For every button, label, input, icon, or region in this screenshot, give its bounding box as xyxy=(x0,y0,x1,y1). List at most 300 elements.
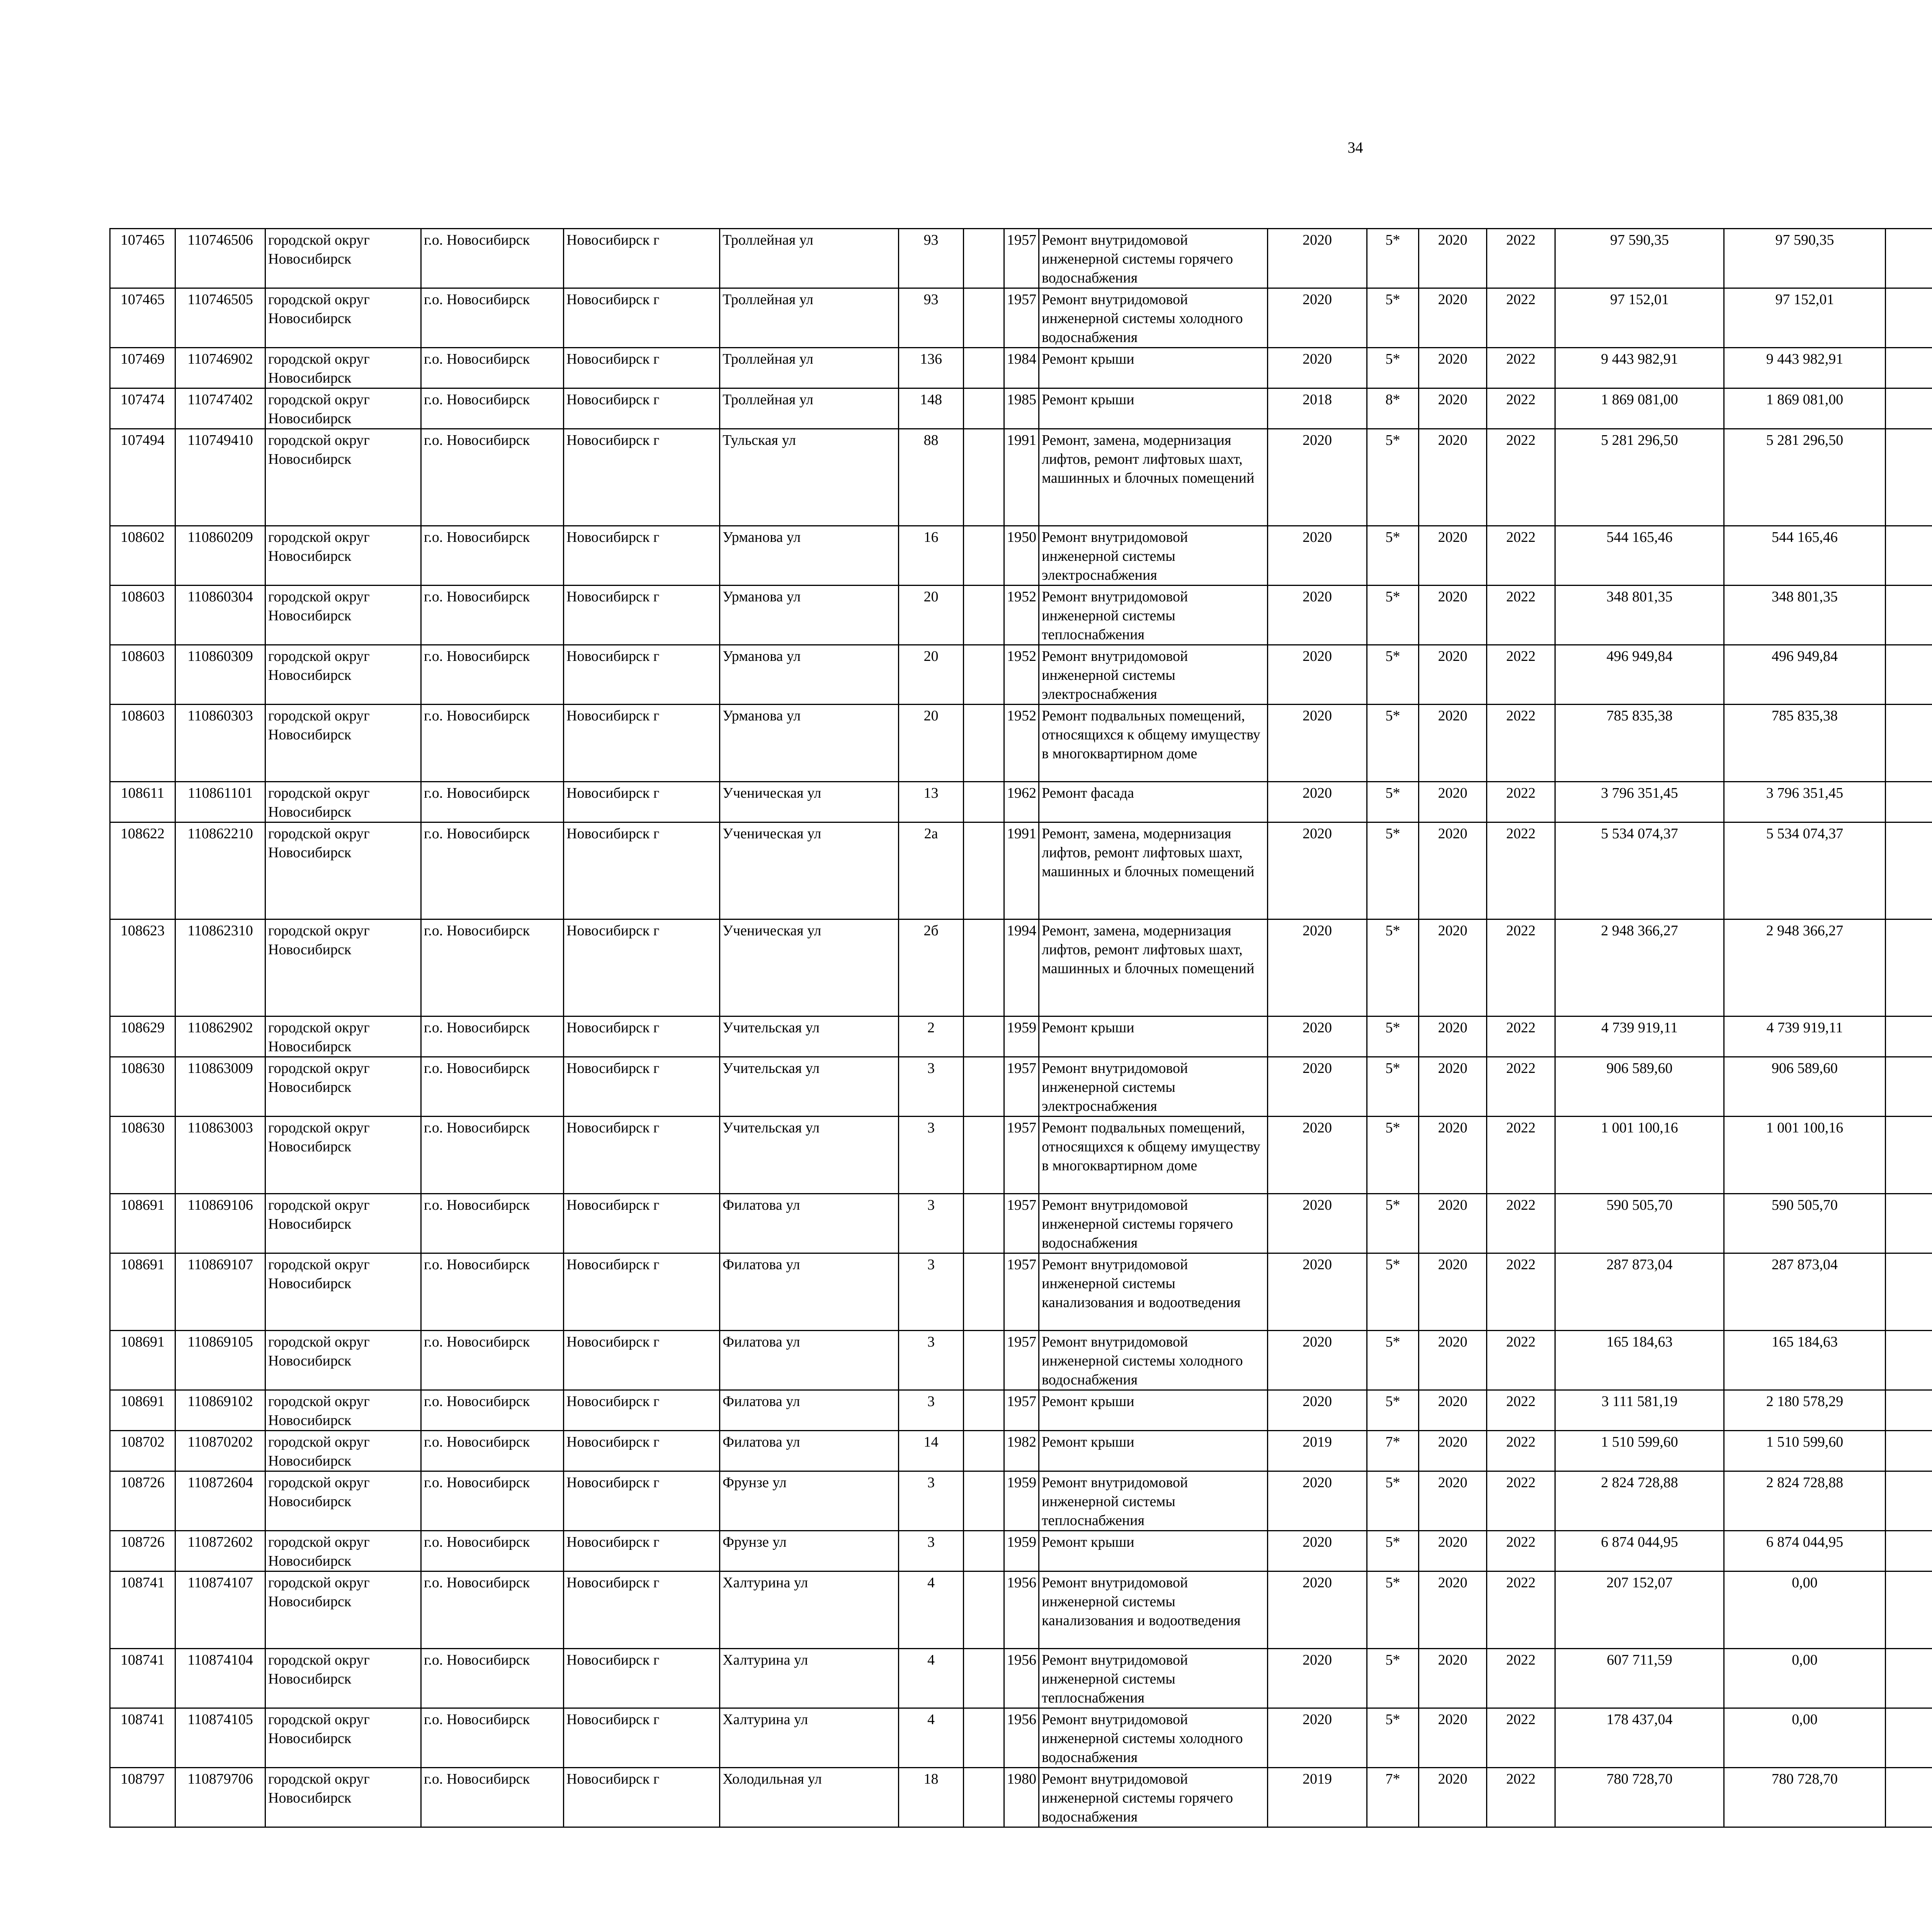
cost-total-cell: 165 184,63 xyxy=(1555,1331,1724,1390)
table-row xyxy=(110,1194,1932,1253)
planned-year-cell: 2019 xyxy=(1268,1431,1367,1471)
year-built-cell: 1959 xyxy=(1004,1531,1039,1571)
blank-cell xyxy=(964,919,1004,1016)
street-cell: Учительская ул xyxy=(720,1117,899,1194)
blank-cell xyxy=(964,822,1004,919)
category-cell: 5* xyxy=(1367,288,1419,348)
amount-cell-1 xyxy=(1886,429,1932,526)
category-cell: 5* xyxy=(1367,348,1419,388)
start-year-cell: 2020 xyxy=(1419,782,1487,822)
district-cell: городской округ Новосибирск xyxy=(265,229,421,288)
municipality-cell: г.о. Новосибирск xyxy=(421,429,564,526)
table-row xyxy=(110,1768,1932,1827)
end-year-cell: 2022 xyxy=(1487,526,1555,586)
cost-total-cell: 2 948 366,27 xyxy=(1555,919,1724,1016)
amount-cell-1 xyxy=(1886,1471,1932,1531)
category-cell: 5* xyxy=(1367,1471,1419,1531)
object-id-cell: 108603 xyxy=(110,586,175,645)
planned-year-cell: 2020 xyxy=(1268,1194,1367,1253)
end-year-cell: 2022 xyxy=(1487,1431,1555,1471)
district-cell: городской округ Новосибирск xyxy=(265,645,421,705)
end-year-cell: 2022 xyxy=(1487,1768,1555,1827)
house-number-cell: 88 xyxy=(899,429,964,526)
street-cell: Троллейная ул xyxy=(720,288,899,348)
amount-cell-1 xyxy=(1886,586,1932,645)
cost-total-cell: 4 739 919,11 xyxy=(1555,1016,1724,1057)
locality-cell: Новосибирск г xyxy=(564,348,720,388)
blank-cell xyxy=(964,388,1004,429)
start-year-cell: 2020 xyxy=(1419,1253,1487,1331)
start-year-cell: 2020 xyxy=(1419,919,1487,1016)
planned-year-cell: 2020 xyxy=(1268,229,1367,288)
street-cell: Урманова ул xyxy=(720,526,899,586)
work-code-cell: 110869106 xyxy=(175,1194,265,1253)
cost-total-cell: 287 873,04 xyxy=(1555,1253,1724,1331)
street-cell: Холодильная ул xyxy=(720,1768,899,1827)
object-id-cell: 108691 xyxy=(110,1390,175,1431)
house-number-cell: 2а xyxy=(899,822,964,919)
municipality-cell: г.о. Новосибирск xyxy=(421,782,564,822)
street-cell: Фрунзе ул xyxy=(720,1471,899,1531)
district-cell: городской округ Новосибирск xyxy=(265,388,421,429)
planned-year-cell: 2020 xyxy=(1268,1057,1367,1117)
cost-fund-cell: 3 796 351,45 xyxy=(1724,782,1886,822)
blank-cell xyxy=(964,586,1004,645)
capital-repair-table xyxy=(109,228,1932,1828)
blank-cell xyxy=(964,1016,1004,1057)
locality-cell: Новосибирск г xyxy=(564,526,720,586)
end-year-cell: 2022 xyxy=(1487,1571,1555,1649)
municipality-cell: г.о. Новосибирск xyxy=(421,1571,564,1649)
planned-year-cell: 2020 xyxy=(1268,1708,1367,1768)
house-number-cell: 20 xyxy=(899,705,964,782)
work-code-cell: 110747402 xyxy=(175,388,265,429)
blank-cell xyxy=(964,1117,1004,1194)
street-cell: Халтурина ул xyxy=(720,1571,899,1649)
street-cell: Фрунзе ул xyxy=(720,1531,899,1571)
cost-total-cell: 590 505,70 xyxy=(1555,1194,1724,1253)
cost-total-cell: 178 437,04 xyxy=(1555,1708,1724,1768)
cost-total-cell: 780 728,70 xyxy=(1555,1768,1724,1827)
planned-year-cell: 2020 xyxy=(1268,1649,1367,1708)
cost-fund-cell: 544 165,46 xyxy=(1724,526,1886,586)
amount-cell-1 xyxy=(1886,1649,1932,1708)
street-cell: Ученическая ул xyxy=(720,919,899,1016)
cost-fund-cell: 785 835,38 xyxy=(1724,705,1886,782)
planned-year-cell: 2020 xyxy=(1268,288,1367,348)
locality-cell: Новосибирск г xyxy=(564,429,720,526)
end-year-cell: 2022 xyxy=(1487,1649,1555,1708)
work-code-cell: 110869105 xyxy=(175,1331,265,1390)
start-year-cell: 2020 xyxy=(1419,1708,1487,1768)
start-year-cell: 2020 xyxy=(1419,1117,1487,1194)
start-year-cell: 2020 xyxy=(1419,822,1487,919)
street-cell: Ученическая ул xyxy=(720,822,899,919)
municipality-cell: г.о. Новосибирск xyxy=(421,388,564,429)
end-year-cell: 2022 xyxy=(1487,288,1555,348)
year-built-cell: 1962 xyxy=(1004,782,1039,822)
locality-cell: Новосибирск г xyxy=(564,782,720,822)
object-id-cell: 108623 xyxy=(110,919,175,1016)
end-year-cell: 2022 xyxy=(1487,1117,1555,1194)
locality-cell: Новосибирск г xyxy=(564,1194,720,1253)
object-id-cell: 107465 xyxy=(110,229,175,288)
blank-cell xyxy=(964,1431,1004,1471)
work-type-cell: Ремонт внутридомовой инженерной системы теплоснабжения xyxy=(1039,586,1268,645)
year-built-cell: 1994 xyxy=(1004,919,1039,1016)
table-row xyxy=(110,1431,1932,1471)
municipality-cell: г.о. Новосибирск xyxy=(421,229,564,288)
planned-year-cell: 2020 xyxy=(1268,782,1367,822)
start-year-cell: 2020 xyxy=(1419,1331,1487,1390)
municipality-cell: г.о. Новосибирск xyxy=(421,1016,564,1057)
table-row xyxy=(110,645,1932,705)
locality-cell: Новосибирск г xyxy=(564,1471,720,1531)
street-cell: Учительская ул xyxy=(720,1016,899,1057)
house-number-cell: 13 xyxy=(899,782,964,822)
object-id-cell: 108797 xyxy=(110,1768,175,1827)
table-row xyxy=(110,1708,1932,1768)
amount-cell-1 xyxy=(1886,388,1932,429)
category-cell: 5* xyxy=(1367,1057,1419,1117)
blank-cell xyxy=(964,348,1004,388)
work-type-cell: Ремонт крыши xyxy=(1039,388,1268,429)
start-year-cell: 2020 xyxy=(1419,1194,1487,1253)
object-id-cell: 108603 xyxy=(110,705,175,782)
cost-total-cell: 2 824 728,88 xyxy=(1555,1471,1724,1531)
cost-total-cell: 97 590,35 xyxy=(1555,229,1724,288)
table-row xyxy=(110,1649,1932,1708)
municipality-cell: г.о. Новосибирск xyxy=(421,822,564,919)
house-number-cell: 3 xyxy=(899,1117,964,1194)
amount-cell-1 xyxy=(1886,1431,1932,1471)
work-type-cell: Ремонт внутридомовой инженерной системы холодного водоснабжения xyxy=(1039,1708,1268,1768)
start-year-cell: 2020 xyxy=(1419,1431,1487,1471)
amount-cell-1 xyxy=(1886,645,1932,705)
year-built-cell: 1984 xyxy=(1004,348,1039,388)
district-cell: городской округ Новосибирск xyxy=(265,1253,421,1331)
municipality-cell: г.о. Новосибирск xyxy=(421,1390,564,1431)
house-number-cell: 20 xyxy=(899,645,964,705)
house-number-cell: 3 xyxy=(899,1057,964,1117)
municipality-cell: г.о. Новосибирск xyxy=(421,1117,564,1194)
municipality-cell: г.о. Новосибирск xyxy=(421,705,564,782)
amount-cell-1 xyxy=(1886,1768,1932,1827)
object-id-cell: 108603 xyxy=(110,645,175,705)
municipality-cell: г.о. Новосибирск xyxy=(421,919,564,1016)
cost-fund-cell: 6 874 044,95 xyxy=(1724,1531,1886,1571)
street-cell: Урманова ул xyxy=(720,645,899,705)
blank-cell xyxy=(964,1057,1004,1117)
municipality-cell: г.о. Новосибирск xyxy=(421,1431,564,1471)
planned-year-cell: 2020 xyxy=(1268,1253,1367,1331)
street-cell: Урманова ул xyxy=(720,705,899,782)
cost-fund-cell: 780 728,70 xyxy=(1724,1768,1886,1827)
category-cell: 8* xyxy=(1367,388,1419,429)
house-number-cell: 4 xyxy=(899,1649,964,1708)
end-year-cell: 2022 xyxy=(1487,919,1555,1016)
cost-fund-cell: 2 180 578,29 xyxy=(1724,1390,1886,1431)
planned-year-cell: 2020 xyxy=(1268,1016,1367,1057)
district-cell: городской округ Новосибирск xyxy=(265,526,421,586)
start-year-cell: 2020 xyxy=(1419,429,1487,526)
district-cell: городской округ Новосибирск xyxy=(265,1331,421,1390)
category-cell: 5* xyxy=(1367,229,1419,288)
end-year-cell: 2022 xyxy=(1487,1471,1555,1531)
street-cell: Ученическая ул xyxy=(720,782,899,822)
street-cell: Халтурина ул xyxy=(720,1708,899,1768)
locality-cell: Новосибирск г xyxy=(564,705,720,782)
district-cell: городской округ Новосибирск xyxy=(265,1117,421,1194)
street-cell: Филатова ул xyxy=(720,1331,899,1390)
year-built-cell: 1957 xyxy=(1004,1390,1039,1431)
year-built-cell: 1985 xyxy=(1004,388,1039,429)
amount-cell-1 xyxy=(1886,1331,1932,1390)
amount-cell-1 xyxy=(1886,1194,1932,1253)
category-cell: 5* xyxy=(1367,822,1419,919)
amount-cell-1 xyxy=(1886,1571,1932,1649)
locality-cell: Новосибирск г xyxy=(564,586,720,645)
locality-cell: Новосибирск г xyxy=(564,288,720,348)
district-cell: городской округ Новосибирск xyxy=(265,1431,421,1471)
amount-cell-1 xyxy=(1886,348,1932,388)
planned-year-cell: 2020 xyxy=(1268,919,1367,1016)
category-cell: 5* xyxy=(1367,1649,1419,1708)
work-code-cell: 110746506 xyxy=(175,229,265,288)
work-type-cell: Ремонт подвальных помещений, относящихся к общему имуществу в многоквартирном доме xyxy=(1039,1117,1268,1194)
blank-cell xyxy=(964,705,1004,782)
cost-total-cell: 9 443 982,91 xyxy=(1555,348,1724,388)
work-code-cell: 110861101 xyxy=(175,782,265,822)
blank-cell xyxy=(964,1331,1004,1390)
house-number-cell: 2б xyxy=(899,919,964,1016)
category-cell: 7* xyxy=(1367,1768,1419,1827)
cost-fund-cell: 5 281 296,50 xyxy=(1724,429,1886,526)
cost-fund-cell: 0,00 xyxy=(1724,1649,1886,1708)
object-id-cell: 108602 xyxy=(110,526,175,586)
year-built-cell: 1959 xyxy=(1004,1016,1039,1057)
house-number-cell: 16 xyxy=(899,526,964,586)
planned-year-cell: 2020 xyxy=(1268,705,1367,782)
amount-cell-1 xyxy=(1886,1117,1932,1194)
year-built-cell: 1991 xyxy=(1004,429,1039,526)
house-number-cell: 148 xyxy=(899,388,964,429)
amount-cell-1 xyxy=(1886,782,1932,822)
year-built-cell: 1957 xyxy=(1004,1253,1039,1331)
cost-fund-cell: 0,00 xyxy=(1724,1571,1886,1649)
cost-fund-cell: 5 534 074,37 xyxy=(1724,822,1886,919)
locality-cell: Новосибирск г xyxy=(564,1057,720,1117)
table-row xyxy=(110,1571,1932,1649)
blank-cell xyxy=(964,1708,1004,1768)
category-cell: 5* xyxy=(1367,782,1419,822)
category-cell: 5* xyxy=(1367,645,1419,705)
cost-total-cell: 6 874 044,95 xyxy=(1555,1531,1724,1571)
end-year-cell: 2022 xyxy=(1487,1194,1555,1253)
work-type-cell: Ремонт внутридомовой инженерной системы теплоснабжения xyxy=(1039,1649,1268,1708)
object-id-cell: 108691 xyxy=(110,1331,175,1390)
house-number-cell: 3 xyxy=(899,1194,964,1253)
work-type-cell: Ремонт внутридомовой инженерной системы горячего водоснабжения xyxy=(1039,229,1268,288)
district-cell: городской округ Новосибирск xyxy=(265,429,421,526)
table-row xyxy=(110,526,1932,586)
house-number-cell: 14 xyxy=(899,1431,964,1471)
object-id-cell: 107465 xyxy=(110,288,175,348)
district-cell: городской округ Новосибирск xyxy=(265,1471,421,1531)
work-code-cell: 110874105 xyxy=(175,1708,265,1768)
house-number-cell: 4 xyxy=(899,1708,964,1768)
cost-total-cell: 607 711,59 xyxy=(1555,1649,1724,1708)
object-id-cell: 108630 xyxy=(110,1117,175,1194)
start-year-cell: 2020 xyxy=(1419,1649,1487,1708)
cost-total-cell: 906 589,60 xyxy=(1555,1057,1724,1117)
municipality-cell: г.о. Новосибирск xyxy=(421,586,564,645)
work-type-cell: Ремонт внутридомовой инженерной системы канализования и водоотведения xyxy=(1039,1253,1268,1331)
locality-cell: Новосибирск г xyxy=(564,388,720,429)
cost-total-cell: 5 281 296,50 xyxy=(1555,429,1724,526)
start-year-cell: 2020 xyxy=(1419,388,1487,429)
work-type-cell: Ремонт фасада xyxy=(1039,782,1268,822)
work-type-cell: Ремонт внутридомовой инженерной системы холодного водоснабжения xyxy=(1039,288,1268,348)
end-year-cell: 2022 xyxy=(1487,586,1555,645)
house-number-cell: 93 xyxy=(899,288,964,348)
street-cell: Тульская ул xyxy=(720,429,899,526)
work-type-cell: Ремонт, замена, модернизация лифтов, ремонт лифтовых шахт, машинных и блочных помещений xyxy=(1039,822,1268,919)
work-type-cell: Ремонт, замена, модернизация лифтов, ремонт лифтовых шахт, машинных и блочных помещений xyxy=(1039,429,1268,526)
cost-fund-cell: 9 443 982,91 xyxy=(1724,348,1886,388)
table-row xyxy=(110,1253,1932,1331)
work-code-cell: 110863003 xyxy=(175,1117,265,1194)
blank-cell xyxy=(964,1531,1004,1571)
street-cell: Троллейная ул xyxy=(720,229,899,288)
blank-cell xyxy=(964,1768,1004,1827)
municipality-cell: г.о. Новосибирск xyxy=(421,1708,564,1768)
work-code-cell: 110862902 xyxy=(175,1016,265,1057)
locality-cell: Новосибирск г xyxy=(564,1331,720,1390)
work-code-cell: 110863009 xyxy=(175,1057,265,1117)
end-year-cell: 2022 xyxy=(1487,1390,1555,1431)
cost-fund-cell: 4 739 919,11 xyxy=(1724,1016,1886,1057)
work-type-cell: Ремонт внутридомовой инженерной системы электроснабжения xyxy=(1039,645,1268,705)
end-year-cell: 2022 xyxy=(1487,1331,1555,1390)
blank-cell xyxy=(964,1571,1004,1649)
locality-cell: Новосибирск г xyxy=(564,645,720,705)
municipality-cell: г.о. Новосибирск xyxy=(421,1649,564,1708)
category-cell: 5* xyxy=(1367,1194,1419,1253)
cost-fund-cell: 0,00 xyxy=(1724,1708,1886,1768)
work-code-cell: 110869102 xyxy=(175,1390,265,1431)
start-year-cell: 2020 xyxy=(1419,348,1487,388)
amount-cell-1 xyxy=(1886,705,1932,782)
cost-fund-cell: 2 948 366,27 xyxy=(1724,919,1886,1016)
category-cell: 5* xyxy=(1367,526,1419,586)
house-number-cell: 20 xyxy=(899,586,964,645)
planned-year-cell: 2020 xyxy=(1268,645,1367,705)
object-id-cell: 108726 xyxy=(110,1471,175,1531)
district-cell: городской округ Новосибирск xyxy=(265,1390,421,1431)
table-row xyxy=(110,288,1932,348)
amount-cell-1 xyxy=(1886,229,1932,288)
planned-year-cell: 2019 xyxy=(1268,1768,1367,1827)
planned-year-cell: 2020 xyxy=(1268,586,1367,645)
work-type-cell: Ремонт внутридомовой инженерной системы электроснабжения xyxy=(1039,526,1268,586)
street-cell: Урманова ул xyxy=(720,586,899,645)
planned-year-cell: 2020 xyxy=(1268,1471,1367,1531)
blank-cell xyxy=(964,645,1004,705)
municipality-cell: г.о. Новосибирск xyxy=(421,645,564,705)
amount-cell-1 xyxy=(1886,822,1932,919)
year-built-cell: 1980 xyxy=(1004,1768,1039,1827)
object-id-cell: 108741 xyxy=(110,1571,175,1649)
table-row xyxy=(110,782,1932,822)
municipality-cell: г.о. Новосибирск xyxy=(421,1331,564,1390)
cost-fund-cell: 496 949,84 xyxy=(1724,645,1886,705)
object-id-cell: 108702 xyxy=(110,1431,175,1471)
start-year-cell: 2020 xyxy=(1419,1531,1487,1571)
object-id-cell: 107494 xyxy=(110,429,175,526)
planned-year-cell: 2020 xyxy=(1268,822,1367,919)
table-row xyxy=(110,429,1932,526)
work-type-cell: Ремонт внутридомовой инженерной системы холодного водоснабжения xyxy=(1039,1331,1268,1390)
planned-year-cell: 2020 xyxy=(1268,526,1367,586)
start-year-cell: 2020 xyxy=(1419,1016,1487,1057)
blank-cell xyxy=(964,288,1004,348)
work-code-cell: 110746902 xyxy=(175,348,265,388)
object-id-cell: 108691 xyxy=(110,1253,175,1331)
category-cell: 5* xyxy=(1367,705,1419,782)
cost-total-cell: 1 510 599,60 xyxy=(1555,1431,1724,1471)
start-year-cell: 2020 xyxy=(1419,586,1487,645)
planned-year-cell: 2020 xyxy=(1268,429,1367,526)
category-cell: 5* xyxy=(1367,919,1419,1016)
planned-year-cell: 2020 xyxy=(1268,348,1367,388)
house-number-cell: 93 xyxy=(899,229,964,288)
object-id-cell: 108630 xyxy=(110,1057,175,1117)
street-cell: Филатова ул xyxy=(720,1390,899,1431)
start-year-cell: 2020 xyxy=(1419,705,1487,782)
municipality-cell: г.о. Новосибирск xyxy=(421,288,564,348)
category-cell: 7* xyxy=(1367,1431,1419,1471)
street-cell: Филатова ул xyxy=(720,1253,899,1331)
house-number-cell: 4 xyxy=(899,1571,964,1649)
work-type-cell: Ремонт внутридомовой инженерной системы канализования и водоотведения xyxy=(1039,1571,1268,1649)
start-year-cell: 2020 xyxy=(1419,1057,1487,1117)
work-code-cell: 110872602 xyxy=(175,1531,265,1571)
start-year-cell: 2020 xyxy=(1419,288,1487,348)
cost-fund-cell: 590 505,70 xyxy=(1724,1194,1886,1253)
object-id-cell: 108622 xyxy=(110,822,175,919)
table-row xyxy=(110,388,1932,429)
work-code-cell: 110870202 xyxy=(175,1431,265,1471)
locality-cell: Новосибирск г xyxy=(564,1531,720,1571)
work-type-cell: Ремонт подвальных помещений, относящихся к общему имуществу в многоквартирном доме xyxy=(1039,705,1268,782)
locality-cell: Новосибирск г xyxy=(564,822,720,919)
category-cell: 5* xyxy=(1367,1390,1419,1431)
work-type-cell: Ремонт внутридомовой инженерной системы горячего водоснабжения xyxy=(1039,1194,1268,1253)
blank-cell xyxy=(964,526,1004,586)
work-type-cell: Ремонт крыши xyxy=(1039,1531,1268,1571)
table-row xyxy=(110,1531,1932,1571)
table-row xyxy=(110,1471,1932,1531)
amount-cell-1 xyxy=(1886,919,1932,1016)
planned-year-cell: 2020 xyxy=(1268,1531,1367,1571)
table-body xyxy=(110,229,1932,1827)
cost-fund-cell: 2 824 728,88 xyxy=(1724,1471,1886,1531)
cost-fund-cell: 165 184,63 xyxy=(1724,1331,1886,1390)
year-built-cell: 1956 xyxy=(1004,1571,1039,1649)
work-type-cell: Ремонт, замена, модернизация лифтов, ремонт лифтовых шахт, машинных и блочных помещений xyxy=(1039,919,1268,1016)
blank-cell xyxy=(964,429,1004,526)
